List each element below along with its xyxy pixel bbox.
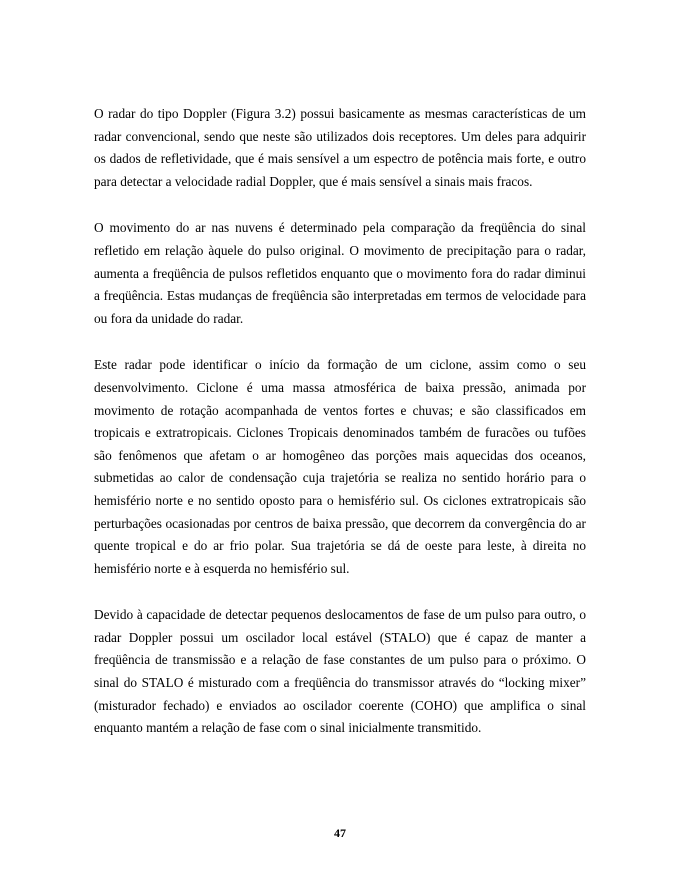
text-line: O radar do tipo Doppler (Figura 3.2) possui basicamente as mesmas características de um [94, 106, 586, 121]
text-line: quente tropical e do ar frio polar. Sua trajetória se dá de oeste para leste, à direita no [94, 538, 586, 554]
text-line: radar convencional, sendo que neste são utilizados dois receptores. Um deles para adquirir [94, 128, 586, 144]
text-line: desenvolvimento. Ciclone é uma massa atmosférica de baixa pressão, animada por [94, 379, 586, 395]
paragraph-stalo [94, 604, 586, 740]
paragraph-air-movement [94, 217, 586, 330]
text-line: O movimento do ar nas nuvens é determinado pela comparação da freqüência do sinal [94, 220, 586, 236]
text-line: a freqüência. Estas mudanças de freqüência são interpretadas em termos de velocidade para [94, 288, 586, 304]
text-line: Este radar pode identificar o início da formação de um ciclone, assim como o seu [94, 357, 586, 373]
text-line: enquanto mantém a relação de fase com o sinal inicialmente transmitido. [94, 720, 482, 736]
text-line: os dados de refletividade, que é mais sensível a um espectro de potência mais forte, e outro [94, 151, 586, 167]
text-line: hemisfério norte e no sentido oposto para o hemisfério sul. Os ciclones extratropicais são [94, 492, 586, 508]
text-line: movimento de rotação acompanhada de ventos fortes e chuvas; e são classificados em [94, 402, 586, 418]
paragraph-doppler-radar [94, 103, 586, 193]
text-line: Devido à capacidade de detectar pequenos deslocamentos de fase de um pulso para outro, o [94, 607, 586, 623]
text-line: tropicais e extratropicais. Ciclones Tropicais denominados também de furacões ou tufões [94, 425, 586, 441]
text-line: sinal do STALO é misturado com a freqüência do transmissor através do “locking mixer” [94, 675, 586, 691]
text-line: submetidas ao calor de condensação cuja trajetória se realiza no sentido horário para o [94, 470, 586, 486]
text-line: para detectar a velocidade radial Doppler, que é mais sensível a sinais mais fracos. [94, 173, 533, 189]
text-line: hemisfério norte e à esquerda no hemisfério sul. [94, 560, 350, 576]
text-line: ou fora da unidade do radar. [94, 310, 244, 326]
page-number: 47 [334, 826, 346, 840]
paragraph-cyclones [94, 354, 586, 580]
text-line: aumenta a freqüência de pulsos refletidos enquanto que o movimento fora do radar diminui [94, 265, 586, 281]
text-line: freqüência de transmissão e a relação de fase constantes de um pulso para o próximo. O [94, 652, 586, 668]
text-line: perturbações ocasionadas por centros de baixa pressão, que decorrem da convergência do ar [94, 515, 586, 531]
text-line: radar Doppler possui um oscilador local estável (STALO) que é capaz de manter a [94, 629, 586, 645]
document-body [94, 103, 586, 764]
text-line: (misturador fechado) e enviados ao oscilador coerente (COHO) que amplifica o sinal [94, 697, 586, 713]
text-line: refletido em relação àquele do pulso original. O movimento de precipitação para o radar, [94, 242, 586, 258]
text-line: são fenômenos que afetam o ar homogêneo das porções mais aquecidas dos oceanos, [94, 447, 586, 463]
